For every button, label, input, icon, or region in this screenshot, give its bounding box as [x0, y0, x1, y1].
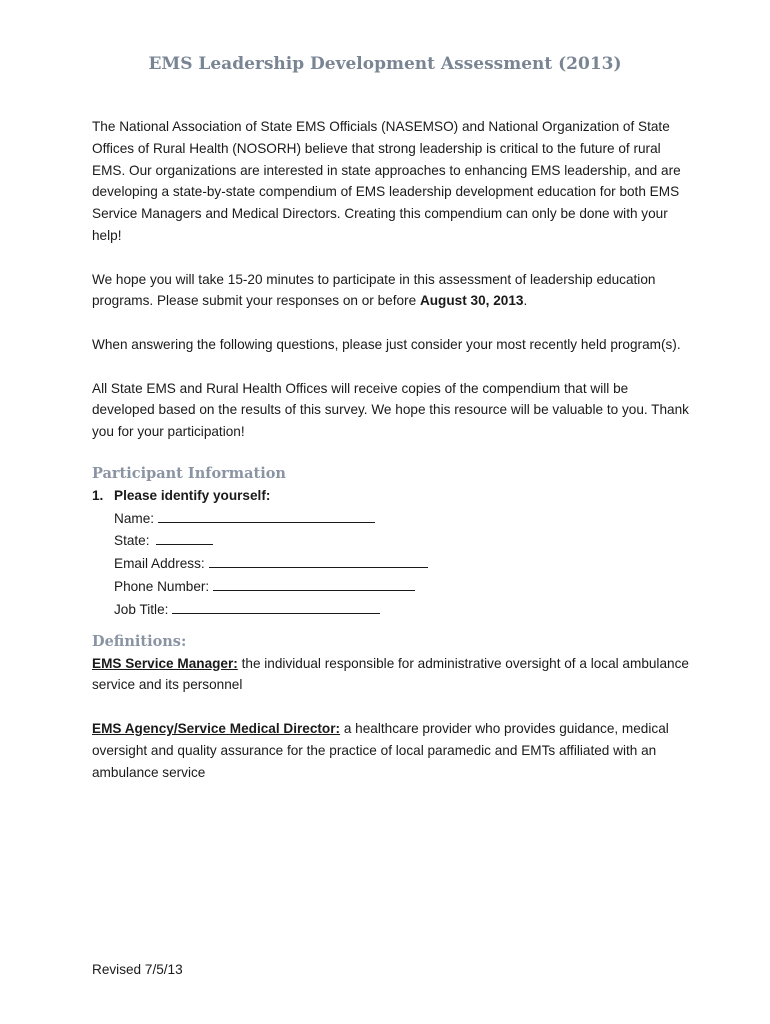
job-title-field[interactable]: [172, 598, 380, 614]
state-label: State:: [114, 533, 150, 549]
name-field[interactable]: [158, 507, 375, 523]
name-row: [114, 507, 692, 530]
request-text: We hope you will take 15-20 minutes to participate in this assessment of leadership education programs. Please submit your responses on or before: [92, 271, 656, 309]
definition-term: EMS Agency/Service Medical Director:: [92, 720, 341, 736]
question-number: 1.: [92, 487, 104, 503]
question-item: [92, 485, 692, 621]
state-row: [114, 529, 692, 552]
definition-text: a healthcare provider who provides guidance, medical oversight and quality assurance for the practice of local paramedic and EMTs affiliated with an ambulance service: [92, 720, 669, 780]
document-body: [92, 116, 692, 783]
definitions-heading: Definitions:: [92, 632, 187, 650]
instruction-paragraph: When answering the following questions, please just consider your most recently held program(s).: [92, 336, 681, 352]
name-label: Name:: [114, 510, 155, 526]
participant-info-heading: Participant Information: [92, 464, 286, 482]
phone-row: [114, 575, 692, 598]
definition-term: EMS Service Manager:: [92, 655, 238, 671]
state-field[interactable]: [156, 529, 213, 545]
question-list: [92, 485, 692, 621]
participation-request: [92, 269, 692, 313]
definition-medical-director: [92, 718, 692, 783]
email-field[interactable]: [209, 552, 428, 568]
question-label: Please identify yourself:: [114, 487, 271, 503]
request-text-end: .: [523, 293, 528, 309]
job-title-row: [114, 598, 692, 621]
phone-label: Phone Number:: [114, 578, 210, 594]
document-title: EMS Leadership Development Assessment (2013): [148, 54, 622, 74]
job-title-label: Job Title:: [114, 601, 169, 617]
phone-field[interactable]: [213, 575, 415, 591]
definition-text: the individual responsible for administrative oversight of a local ambulance service and its personnel: [92, 655, 689, 693]
email-label: Email Address:: [114, 556, 205, 572]
intro-paragraph: The National Association of State EMS Officials (NASEMSO) and National Organization of State Offices of Rural Health (NOSORH) believe that strong leadership is critical to the future of rural EMS. Our organizations are interested in state approaches to enhancing EMS leadership, and are developing a state-by-state compendium of EMS leadership development education for both EMS Service Managers and Medical Directors. Creating this compendium can only be done with your help!: [92, 119, 681, 243]
closing-paragraph: All State EMS and Rural Health Offices will receive copies of the compendium that will be developed based on the results of this survey. We hope this resource will be valuable to you. Thank you for your participation!: [92, 380, 689, 440]
definition-service-manager: [92, 653, 692, 697]
revision-footer: Revised 7/5/13: [92, 962, 183, 974]
deadline-date: August 30, 2013: [419, 293, 524, 309]
email-row: [114, 552, 692, 575]
identity-fields: [114, 507, 692, 621]
